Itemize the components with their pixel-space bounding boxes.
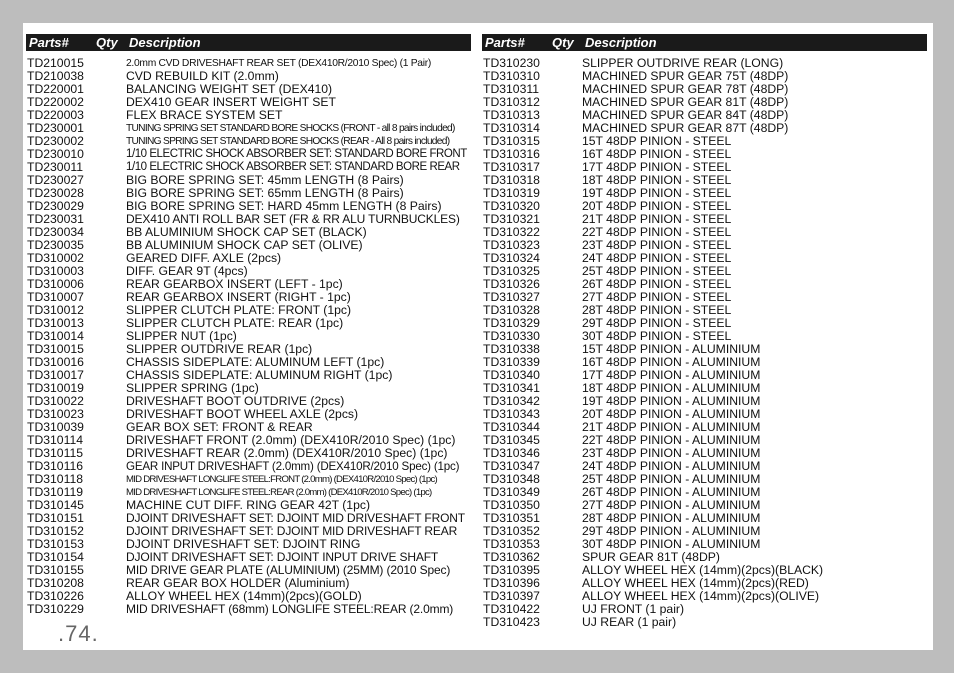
table-row <box>26 252 471 265</box>
part-description: 26T 48DP PINION - STEEL <box>582 277 732 291</box>
part-number: TD310340 <box>483 368 540 382</box>
part-description: 24T 48DP PINION - STEEL <box>582 251 732 265</box>
part-number: TD310019 <box>27 381 84 395</box>
part-description: 17T 48DP PINION - ALUMINIUM <box>582 368 761 382</box>
part-number: TD310344 <box>483 420 540 434</box>
part-number: TD310351 <box>483 511 540 525</box>
part-description: BB ALUMINIUM SHOCK CAP SET (BLACK) <box>126 225 367 239</box>
part-description: MACHINED SPUR GEAR 87T (48DP) <box>582 121 789 135</box>
part-description: 30T 48DP PINION - ALUMINIUM <box>582 537 761 551</box>
part-number: TD310395 <box>483 563 540 577</box>
part-number: TD310116 <box>27 459 84 473</box>
part-number: TD310346 <box>483 446 540 460</box>
part-number: TD310152 <box>27 524 84 538</box>
part-number: TD310325 <box>483 264 540 278</box>
part-description: 25T 48DP PINION - STEEL <box>582 264 732 278</box>
part-number: TD230034 <box>27 225 84 239</box>
part-description: DJOINT DRIVESHAFT SET: DJOINT INPUT DRIVE SHAFT <box>126 550 439 564</box>
part-number: TD310320 <box>483 199 540 213</box>
part-description: DRIVESHAFT BOOT WHEEL AXLE (2pcs) <box>126 407 359 421</box>
part-description: GEARED DIFF. AXLE (2pcs) <box>126 251 282 265</box>
part-description: BIG BORE SPRING SET: 65mm LENGTH (8 Pairs) <box>126 186 404 200</box>
part-number: TD220001 <box>27 82 84 96</box>
part-description: BIG BORE SPRING SET: HARD 45mm LENGTH (8 Pairs) <box>126 199 442 213</box>
part-description: MID DRIVESHAFT LONGLIFE STEEL:FRONT (2.0mm) (DEX410R/2010 Spec) (1pc) <box>126 474 437 485</box>
part-number: TD230031 <box>27 212 84 226</box>
part-description: 20T 48DP PINION - STEEL <box>582 199 732 213</box>
table-row <box>482 603 927 616</box>
catalog-page <box>23 23 933 650</box>
part-number: TD310208 <box>27 576 84 590</box>
part-description: 27T 48DP PINION - ALUMINIUM <box>582 498 761 512</box>
part-number: TD310328 <box>483 303 540 317</box>
part-number: TD310329 <box>483 316 540 330</box>
part-description: 21T 48DP PINION - ALUMINIUM <box>582 420 761 434</box>
part-description: CHASSIS SIDEPLATE: ALUMINUM LEFT (1pc) <box>126 355 385 369</box>
part-number: TD310145 <box>27 498 84 512</box>
part-number: TD310330 <box>483 329 540 343</box>
part-number: TD310230 <box>483 56 540 70</box>
part-number: TD310017 <box>27 368 84 382</box>
part-number: TD310316 <box>483 147 540 161</box>
part-description: TUNING SPRING SET STANDARD BORE SHOCKS (FRONT - all 8 pairs included) <box>126 123 455 134</box>
header-parts: Parts# <box>29 35 69 50</box>
part-description: FLEX BRACE SYSTEM SET <box>126 108 283 122</box>
part-number: TD310312 <box>483 95 540 109</box>
part-description: UJ FRONT (1 pair) <box>582 602 685 616</box>
page-number: .74. <box>58 621 99 646</box>
part-description: 29T 48DP PINION - STEEL <box>582 316 732 330</box>
header-description: Description <box>585 35 657 50</box>
part-number: TD230029 <box>27 199 84 213</box>
part-description: DEX410 ANTI ROLL BAR SET (FR & RR ALU TURNBUCKLES) <box>126 212 460 226</box>
part-description: MID DRIVESHAFT (68mm) LONGLIFE STEEL:REAR (2.0mm) <box>126 602 454 616</box>
part-number: TD310007 <box>27 290 84 304</box>
part-number: TD230010 <box>27 147 84 161</box>
part-description: MACHINED SPUR GEAR 84T (48DP) <box>582 108 789 122</box>
part-description: 15T 48DP PINION - ALUMINIUM <box>582 342 761 356</box>
part-description: DIFF. GEAR 9T (4pcs) <box>126 264 248 278</box>
part-number: TD230011 <box>27 160 84 174</box>
part-description: SLIPPER OUTDRIVE REAR (1pc) <box>126 342 313 356</box>
part-description: UJ REAR (1 pair) <box>582 615 677 629</box>
part-number: TD310396 <box>483 576 540 590</box>
part-number: TD310321 <box>483 212 540 226</box>
part-number: TD220003 <box>27 108 84 122</box>
part-description: 28T 48DP PINION - ALUMINIUM <box>582 511 761 525</box>
part-number: TD310327 <box>483 290 540 304</box>
part-description: SPUR GEAR 81T (48DP) <box>582 550 720 564</box>
parts-column-left <box>26 34 471 616</box>
part-number: TD310313 <box>483 108 540 122</box>
part-description: 22T 48DP PINION - STEEL <box>582 225 732 239</box>
part-description: TUNING SPRING SET STANDARD BORE SHOCKS (REAR - All 8 pairs included) <box>126 136 450 147</box>
part-description: ALLOY WHEEL HEX (14mm)(2pcs)(BLACK) <box>582 563 824 577</box>
table-row <box>26 317 471 330</box>
part-number: TD310338 <box>483 342 540 356</box>
part-number: TD310352 <box>483 524 540 538</box>
part-description: 1/10 ELECTRIC SHOCK ABSORBER SET: STANDARD BORE REAR <box>126 161 460 173</box>
part-description: SLIPPER SPRING (1pc) <box>126 381 259 395</box>
part-description: DRIVESHAFT FRONT (2.0mm) (DEX410R/2010 Spec) (1pc) <box>126 433 456 447</box>
part-number: TD310226 <box>27 589 84 603</box>
table-row <box>26 135 471 148</box>
table-row <box>482 590 927 603</box>
part-number: TD310350 <box>483 498 540 512</box>
part-description: CVD REBUILD KIT (2.0mm) <box>126 69 279 83</box>
parts-list-left <box>26 57 471 616</box>
part-description: ALLOY WHEEL HEX (14mm)(2pcs)(GOLD) <box>126 589 362 603</box>
part-number: TD310342 <box>483 394 540 408</box>
part-description: 16T 48DP PINION - STEEL <box>582 147 732 161</box>
part-number: TD310423 <box>483 615 540 629</box>
part-number: TD310154 <box>27 550 84 564</box>
part-description: 24T 48DP PINION - ALUMINIUM <box>582 459 761 473</box>
part-number: TD310319 <box>483 186 540 200</box>
parts-list-right <box>482 57 927 629</box>
part-number: TD310151 <box>27 511 84 525</box>
table-header <box>482 34 927 51</box>
parts-column-right <box>482 34 927 629</box>
part-description: ALLOY WHEEL HEX (14mm)(2pcs)(RED) <box>582 576 809 590</box>
header-parts: Parts# <box>485 35 525 50</box>
part-description: DEX410 GEAR INSERT WEIGHT SET <box>126 95 336 109</box>
part-description: 26T 48DP PINION - ALUMINIUM <box>582 485 761 499</box>
table-header <box>26 34 471 51</box>
part-description: MID DRIVESHAFT LONGLIFE STEEL:REAR (2.0mm) (DEX410R/2010 Spec) (1pc) <box>126 487 432 498</box>
part-description: 1/10 ELECTRIC SHOCK ABSORBER SET: STANDARD BORE FRONT <box>126 148 467 160</box>
part-description: 22T 48DP PINION - ALUMINIUM <box>582 433 761 447</box>
part-description: SLIPPER OUTDRIVE REAR (LONG) <box>582 56 784 70</box>
part-description: BIG BORE SPRING SET: 45mm LENGTH (8 Pairs) <box>126 173 404 187</box>
part-description: 28T 48DP PINION - STEEL <box>582 303 732 317</box>
part-description: REAR GEAR BOX HOLDER (Aluminium) <box>126 576 350 590</box>
part-number: TD310339 <box>483 355 540 369</box>
part-description: 19T 48DP PINION - STEEL <box>582 186 732 200</box>
part-number: TD310311 <box>483 82 540 96</box>
part-description: BB ALUMINIUM SHOCK CAP SET (OLIVE) <box>126 238 363 252</box>
part-number: TD310023 <box>27 407 84 421</box>
part-description: 17T 48DP PINION - STEEL <box>582 160 732 174</box>
part-number: TD310153 <box>27 537 84 551</box>
part-description: 2.0mm CVD DRIVESHAFT REAR SET (DEX410R/2010 Spec) (1 Pair) <box>126 58 431 69</box>
header-description: Description <box>129 35 201 50</box>
part-number: TD310022 <box>27 394 84 408</box>
part-number: TD310347 <box>483 459 540 473</box>
part-number: TD310318 <box>483 173 540 187</box>
part-number: TD310422 <box>483 602 540 616</box>
table-row <box>482 616 927 629</box>
part-number: TD230002 <box>27 134 84 148</box>
part-description: 20T 48DP PINION - ALUMINIUM <box>582 407 761 421</box>
part-description: MACHINED SPUR GEAR 81T (48DP) <box>582 95 789 109</box>
part-description: CHASSIS SIDEPLATE: ALUMINUM RIGHT (1pc) <box>126 368 393 382</box>
part-description: BALANCING WEIGHT SET (DEX410) <box>126 82 333 96</box>
part-description: SLIPPER CLUTCH PLATE: FRONT (1pc) <box>126 303 352 317</box>
part-number: TD310343 <box>483 407 540 421</box>
part-number: TD310114 <box>27 433 84 447</box>
part-number: TD310324 <box>483 251 540 265</box>
part-number: TD310015 <box>27 342 84 356</box>
part-number: TD310310 <box>483 69 540 83</box>
part-description: 25T 48DP PINION - ALUMINIUM <box>582 472 761 486</box>
part-description: MACHINED SPUR GEAR 75T (48DP) <box>582 69 789 83</box>
part-number: TD310348 <box>483 472 540 486</box>
part-description: 27T 48DP PINION - STEEL <box>582 290 732 304</box>
part-description: 30T 48DP PINION - STEEL <box>582 329 732 343</box>
part-number: TD310353 <box>483 537 540 551</box>
part-description: REAR GEARBOX INSERT (RIGHT - 1pc) <box>126 290 351 304</box>
part-number: TD310016 <box>27 355 84 369</box>
part-number: TD230028 <box>27 186 84 200</box>
part-number: TD310039 <box>27 420 84 434</box>
part-description: 18T 48DP PINION - STEEL <box>582 173 732 187</box>
part-description: 15T 48DP PINION - STEEL <box>582 134 732 148</box>
part-description: 23T 48DP PINION - STEEL <box>582 238 732 252</box>
part-description: 21T 48DP PINION - STEEL <box>582 212 732 226</box>
part-description: MACHINED SPUR GEAR 78T (48DP) <box>582 82 789 96</box>
part-number: TD310013 <box>27 316 84 330</box>
part-number: TD310314 <box>483 121 540 135</box>
part-description: SLIPPER NUT (1pc) <box>126 329 237 343</box>
part-number: TD310317 <box>483 160 540 174</box>
part-description: DRIVESHAFT BOOT OUTDRIVE (2pcs) <box>126 394 345 408</box>
part-number: TD230027 <box>27 173 84 187</box>
part-number: TD230001 <box>27 121 84 135</box>
part-number: TD310115 <box>27 446 84 460</box>
part-number: TD310012 <box>27 303 84 317</box>
header-qty: Qty <box>96 35 118 50</box>
part-number: TD210015 <box>27 56 84 70</box>
part-description: 29T 48DP PINION - ALUMINIUM <box>582 524 761 538</box>
part-description: MID DRIVE GEAR PLATE (ALUMINIUM) (25MM) (2010 Spec) <box>126 563 451 577</box>
part-description: DJOINT DRIVESHAFT SET: DJOINT MID DRIVESHAFT REAR <box>126 524 458 538</box>
part-description: REAR GEARBOX INSERT (LEFT - 1pc) <box>126 277 343 291</box>
part-description: MACHINE CUT DIFF. RING GEAR 42T (1pc) <box>126 498 371 512</box>
header-qty: Qty <box>552 35 574 50</box>
part-number: TD310322 <box>483 225 540 239</box>
part-description: DJOINT DRIVESHAFT SET: DJOINT MID DRIVESHAFT FRONT <box>126 511 465 525</box>
part-number: TD310229 <box>27 602 84 616</box>
part-description: 18T 48DP PINION - ALUMINIUM <box>582 381 761 395</box>
table-row <box>26 122 471 135</box>
part-number: TD310326 <box>483 277 540 291</box>
part-description: 19T 48DP PINION - ALUMINIUM <box>582 394 761 408</box>
part-number: TD310118 <box>27 472 84 486</box>
part-description: 16T 48DP PINION - ALUMINIUM <box>582 355 761 369</box>
table-row <box>26 603 471 616</box>
part-number: TD310345 <box>483 433 540 447</box>
table-row <box>26 109 471 122</box>
part-description: 23T 48DP PINION - ALUMINIUM <box>582 446 761 460</box>
part-number: TD310315 <box>483 134 540 148</box>
part-number: TD310362 <box>483 550 540 564</box>
part-number: TD310349 <box>483 485 540 499</box>
table-row <box>26 148 471 161</box>
table-row <box>26 473 471 486</box>
part-number: TD310323 <box>483 238 540 252</box>
part-number: TD310002 <box>27 251 84 265</box>
part-description: DJOINT DRIVESHAFT SET: DJOINT RING <box>126 537 361 551</box>
table-row <box>26 447 471 460</box>
part-description: SLIPPER CLUTCH PLATE: REAR (1pc) <box>126 316 344 330</box>
part-number: TD310119 <box>27 485 84 499</box>
part-number: TD230035 <box>27 238 84 252</box>
part-description: ALLOY WHEEL HEX (14mm)(2pcs)(OLIVE) <box>582 589 820 603</box>
table-row <box>26 460 471 473</box>
part-number: TD310003 <box>27 264 84 278</box>
part-number: TD310155 <box>27 563 84 577</box>
part-number: TD310397 <box>483 589 540 603</box>
part-number: TD220002 <box>27 95 84 109</box>
part-number: TD310341 <box>483 381 540 395</box>
part-number: TD310014 <box>27 329 84 343</box>
part-description: DRIVESHAFT REAR (2.0mm) (DEX410R/2010 Spec) (1pc) <box>126 446 448 460</box>
part-number: TD210038 <box>27 69 84 83</box>
part-description: GEAR INPUT DRIVESHAFT (2.0mm) (DEX410R/2010 Spec) (1pc) <box>126 460 460 473</box>
part-number: TD310006 <box>27 277 84 291</box>
part-description: GEAR BOX SET: FRONT & REAR <box>126 420 313 434</box>
